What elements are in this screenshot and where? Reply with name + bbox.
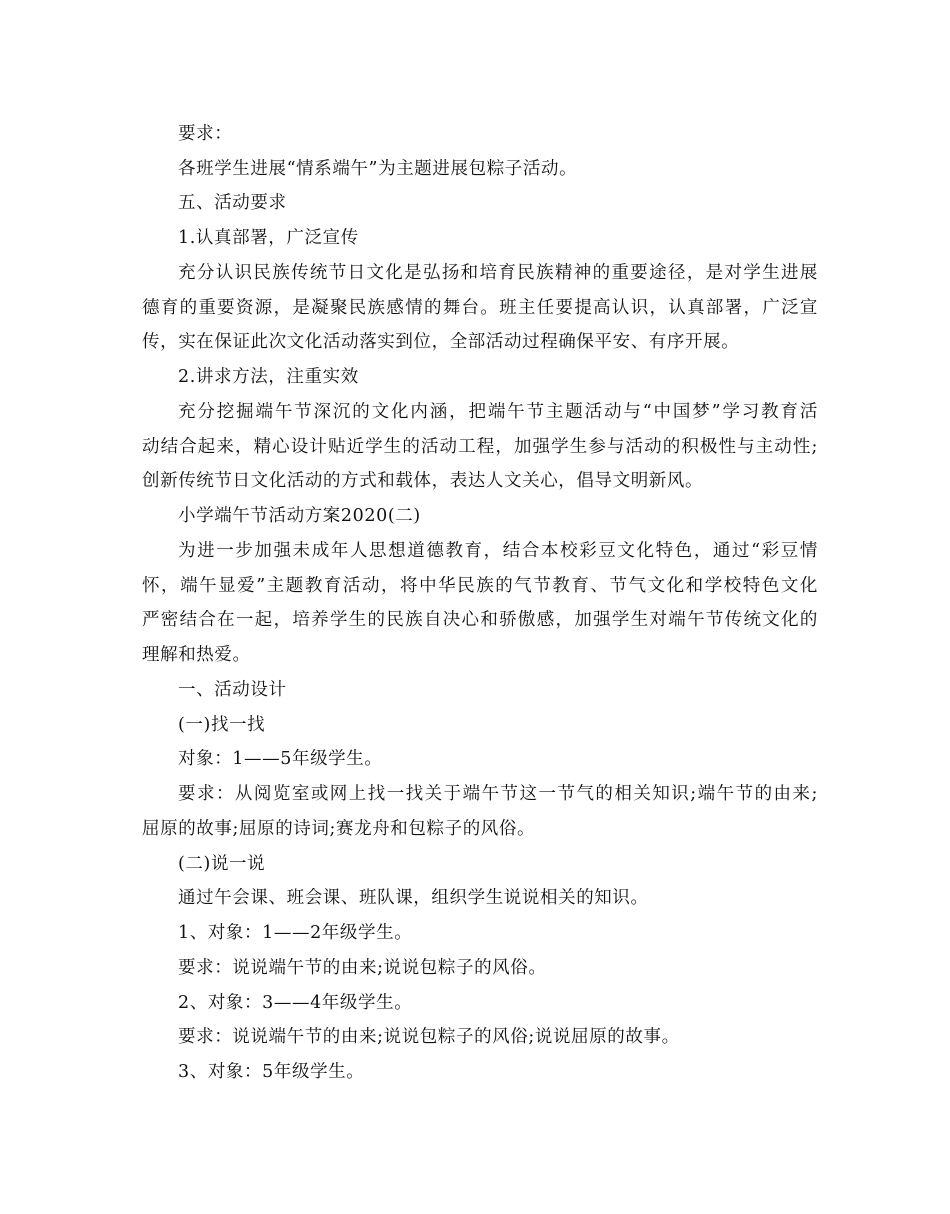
section-heading: 五、活动要求 [178, 193, 287, 213]
text-line: 1、对象：1——2年级学生。 [178, 923, 413, 943]
text-line-requirement-label: 要求： [178, 124, 233, 144]
subsection-heading: 1.认真部署，广泛宣传 [178, 228, 359, 248]
text-line: 通过午会课、班会课、班队课，组织学生说说相关的知识。 [178, 888, 649, 908]
paragraph-line: 充分挖掘端午节深沉的文化内涵，把端午节主题活动与“中国梦”学习教育活 [178, 402, 818, 422]
text-line: 各班学生进展“情系端午”为主题进展包粽子活动。 [178, 159, 578, 179]
paragraph-line: 要求：从阅览室或网上找一找关于端午节这一节气的相关知识;端午节的由来; [178, 784, 818, 804]
text-line: 要求：说说端午节的由来;说说包粽子的风俗;说说屈原的故事。 [178, 1027, 680, 1047]
section-heading: 一、活动设计 [178, 680, 287, 700]
text-line: 对象：1——5年级学生。 [178, 749, 383, 769]
paragraph-line: 屈原的故事;屈原的诗词;赛龙舟和包粽子的风俗。 [142, 819, 536, 839]
paragraph-line: 怀，端午显爱”主题教育活动，将中华民族的气节教育、节气文化和学校特色文化 [142, 576, 818, 596]
text-line: 3、对象：5年级学生。 [178, 1062, 365, 1082]
paragraph-line: 创新传统节日文化活动的方式和载体，表达人文关心，倡导文明新风。 [142, 471, 704, 491]
subsection-heading: (一)找一找 [178, 715, 266, 735]
paragraph-line: 严密结合在一起，培养学生的民族自决心和骄傲感，加强学生对端午节传统文化的 [142, 610, 818, 630]
paragraph-line: 动结合起来，精心设计贴近学生的活动工程，加强学生参与活动的积极性与主动性; [142, 437, 818, 457]
subsection-heading: (二)说一说 [178, 854, 266, 874]
subsection-heading: 2.讲求方法，注重实效 [178, 367, 359, 387]
paragraph-line: 充分认识民族传统节日文化是弘扬和培育民族精神的重要途径，是对学生进展 [178, 263, 818, 283]
paragraph-line: 理解和热爱。 [142, 645, 251, 665]
paragraph-line: 德育的重要资源，是凝聚民族感情的舞台。班主任要提高认识，认真部署，广泛宣 [142, 298, 818, 318]
text-line: 2、对象：3——4年级学生。 [178, 993, 413, 1013]
text-line: 要求：说说端午节的由来;说说包粽子的风俗。 [178, 958, 547, 978]
paragraph-line: 传，实在保证此次文化活动落实到位，全部活动过程确保平安、有序开展。 [142, 332, 740, 352]
document-subtitle: 小学端午节活动方案2020(二) [178, 506, 421, 526]
paragraph-line: 为进一步加强未成年人思想道德教育，结合本校彩豆文化特色，通过“彩豆情 [178, 541, 818, 561]
